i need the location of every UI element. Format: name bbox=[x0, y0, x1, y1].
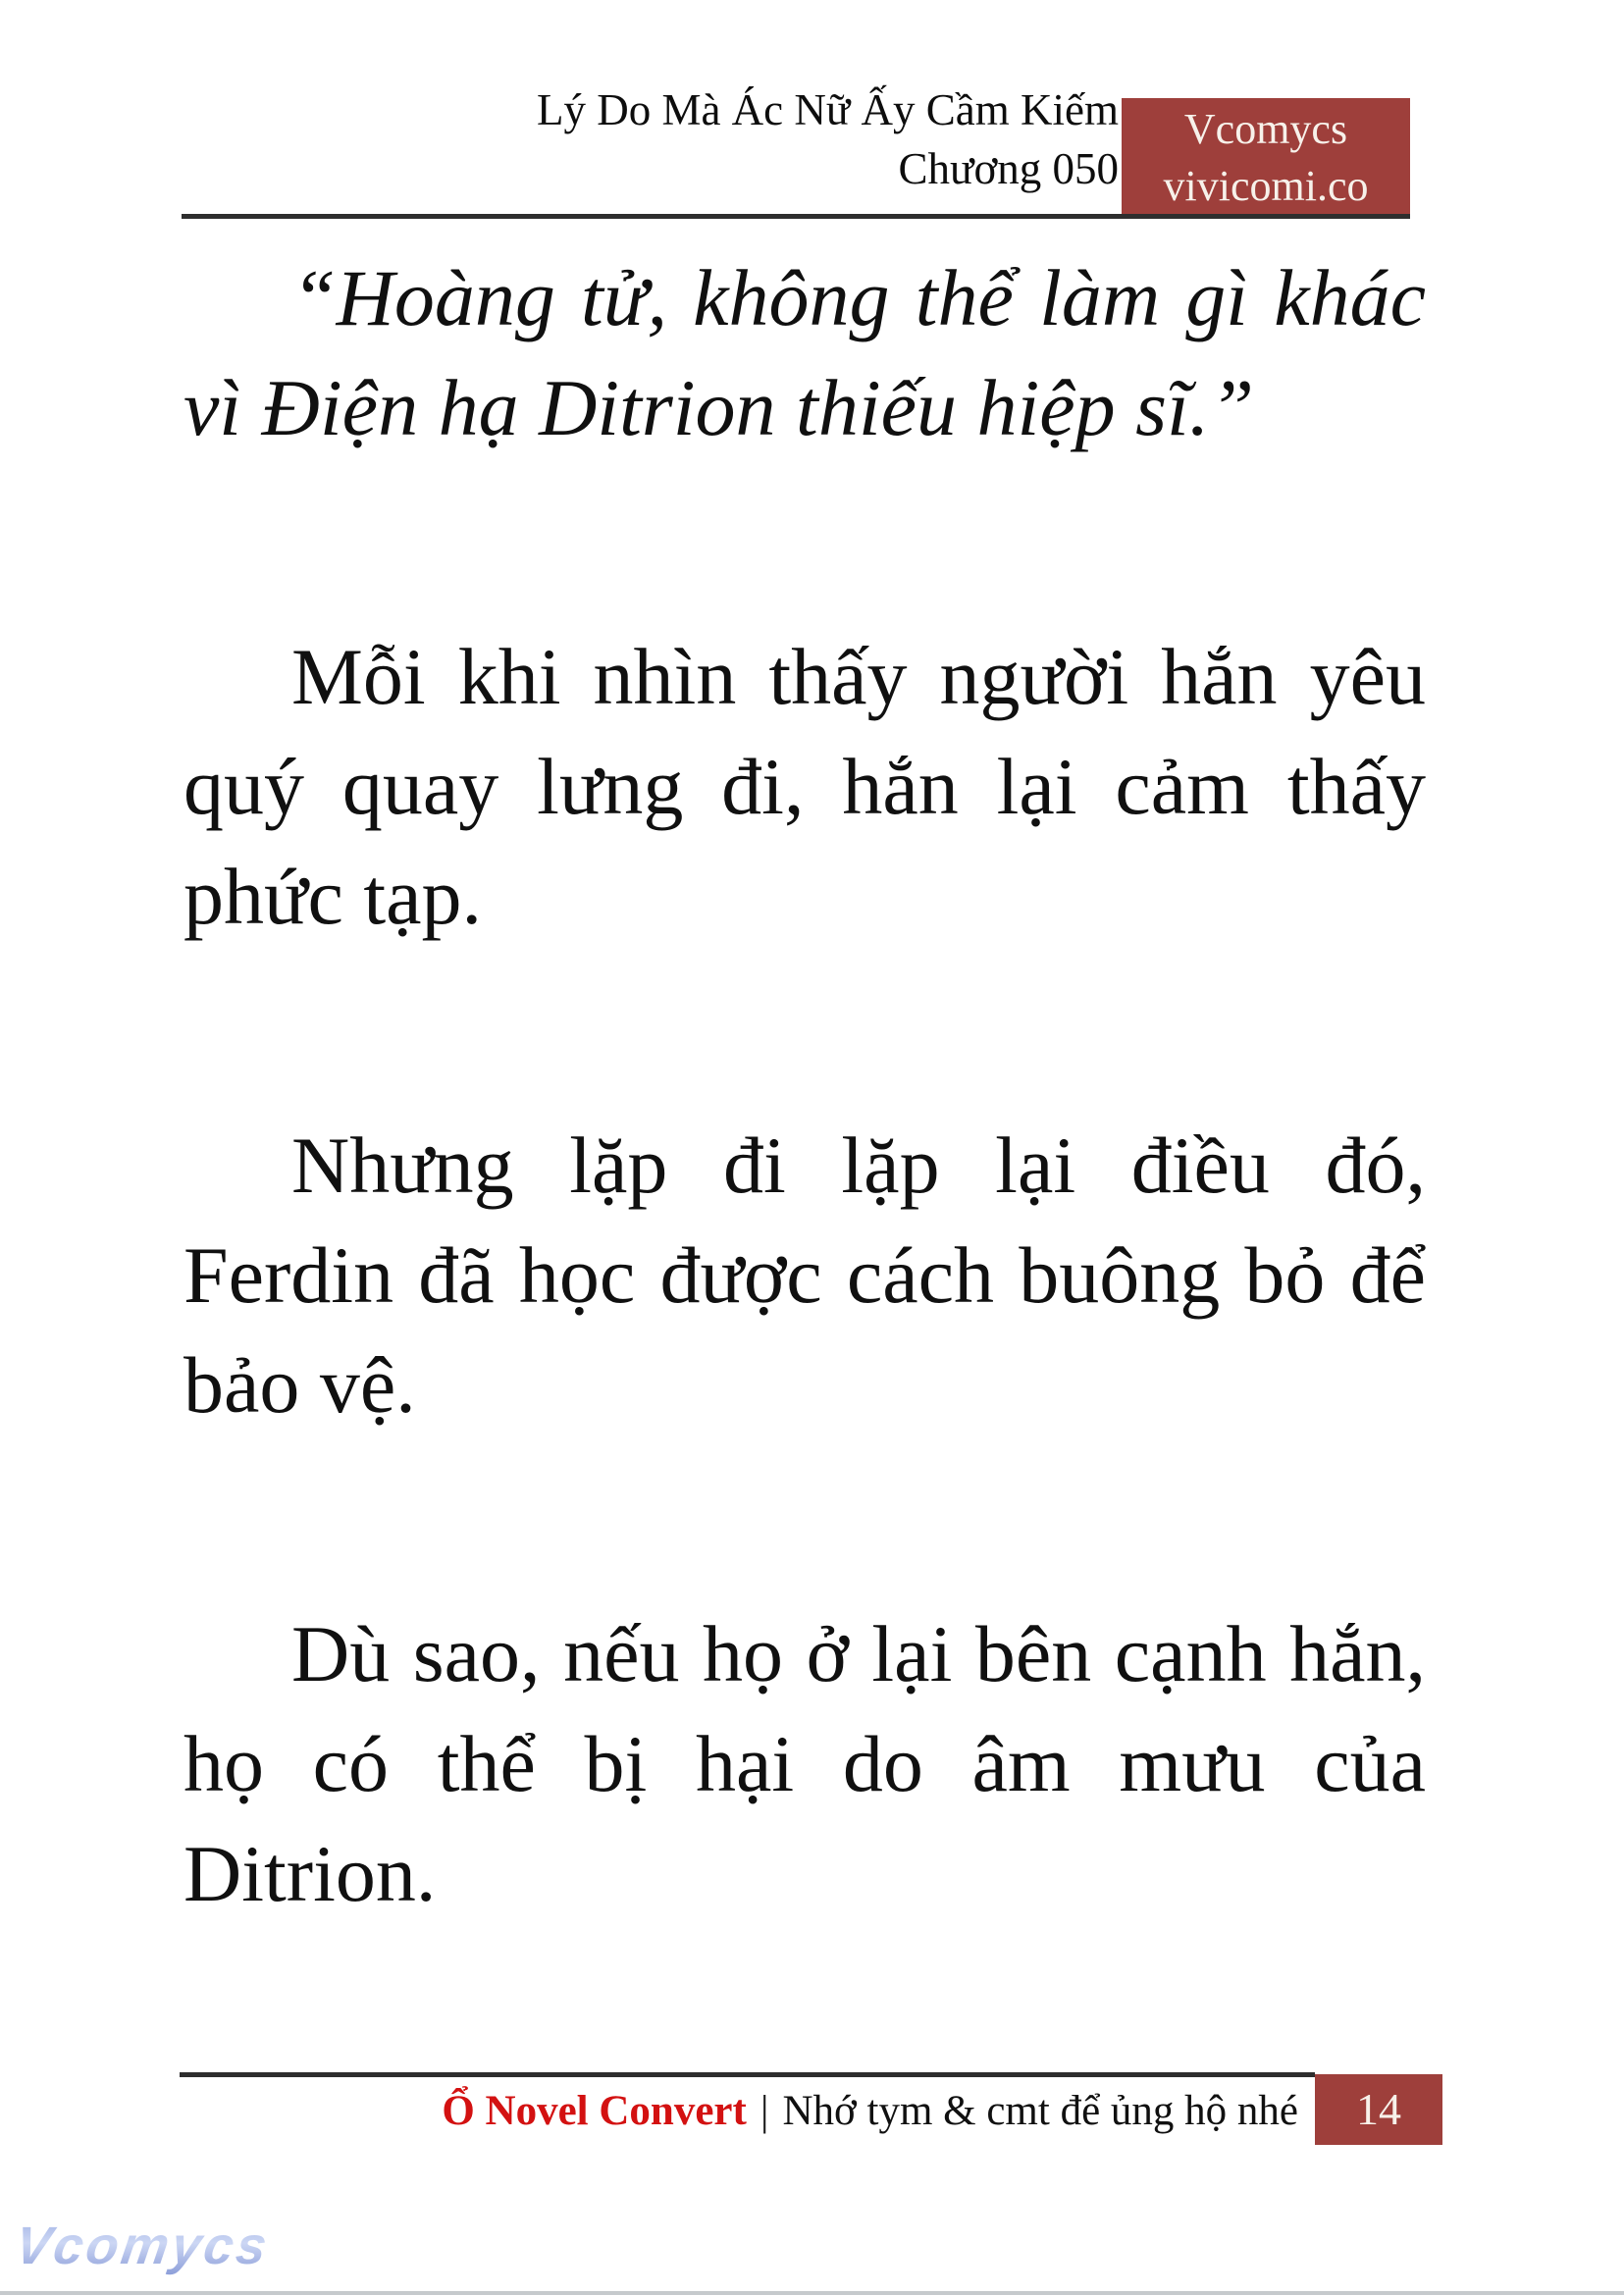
header-title-block bbox=[537, 80, 1119, 198]
footer-message: Nhớ tym & cmt để ủng hộ nhé bbox=[782, 2088, 1298, 2134]
chapter-text bbox=[183, 243, 1426, 2088]
page-number: 14 bbox=[1356, 2084, 1401, 2134]
header-divider bbox=[182, 214, 1410, 219]
footer-credit-line bbox=[442, 2086, 1298, 2137]
vcomycs-logo: Vcomycs bbox=[11, 2217, 274, 2275]
brand-site-url: vivicomi.co bbox=[1163, 162, 1369, 210]
page-number-badge bbox=[1315, 2074, 1442, 2145]
series-title: Lý Do Mà Ác Nữ Ấy Cầm Kiếm bbox=[536, 85, 1119, 134]
footer-divider bbox=[180, 2072, 1315, 2077]
paragraph: Dù sao, nếu họ ở lại bên cạnh hắn, họ có thể bị hại do âm mưu của Ditrion. bbox=[183, 1609, 1426, 1918]
paragraph: Nhưng lặp đi lặp lại điều đó, Ferdin đã học được cách buông bỏ để bảo vệ. bbox=[183, 1121, 1426, 1430]
brand-box bbox=[1122, 98, 1410, 218]
page-bottom-edge bbox=[0, 2291, 1624, 2295]
chapter-number: Chương 050 bbox=[898, 144, 1119, 193]
footer-brand: Ổ Novel Convert bbox=[442, 2088, 747, 2134]
footer-separator: | bbox=[760, 2088, 769, 2134]
paragraph: Mỗi khi nhìn thấy người hắn yêu quý quay lưng đi, hắn lại cảm thấy phức tạp. bbox=[183, 632, 1426, 941]
brand-site-name: Vcomycs bbox=[1183, 105, 1348, 153]
paragraph-quote: “Hoàng tử, không thể làm gì khác vì Điện hạ Ditrion thiếu hiệp sĩ.” bbox=[183, 253, 1426, 452]
